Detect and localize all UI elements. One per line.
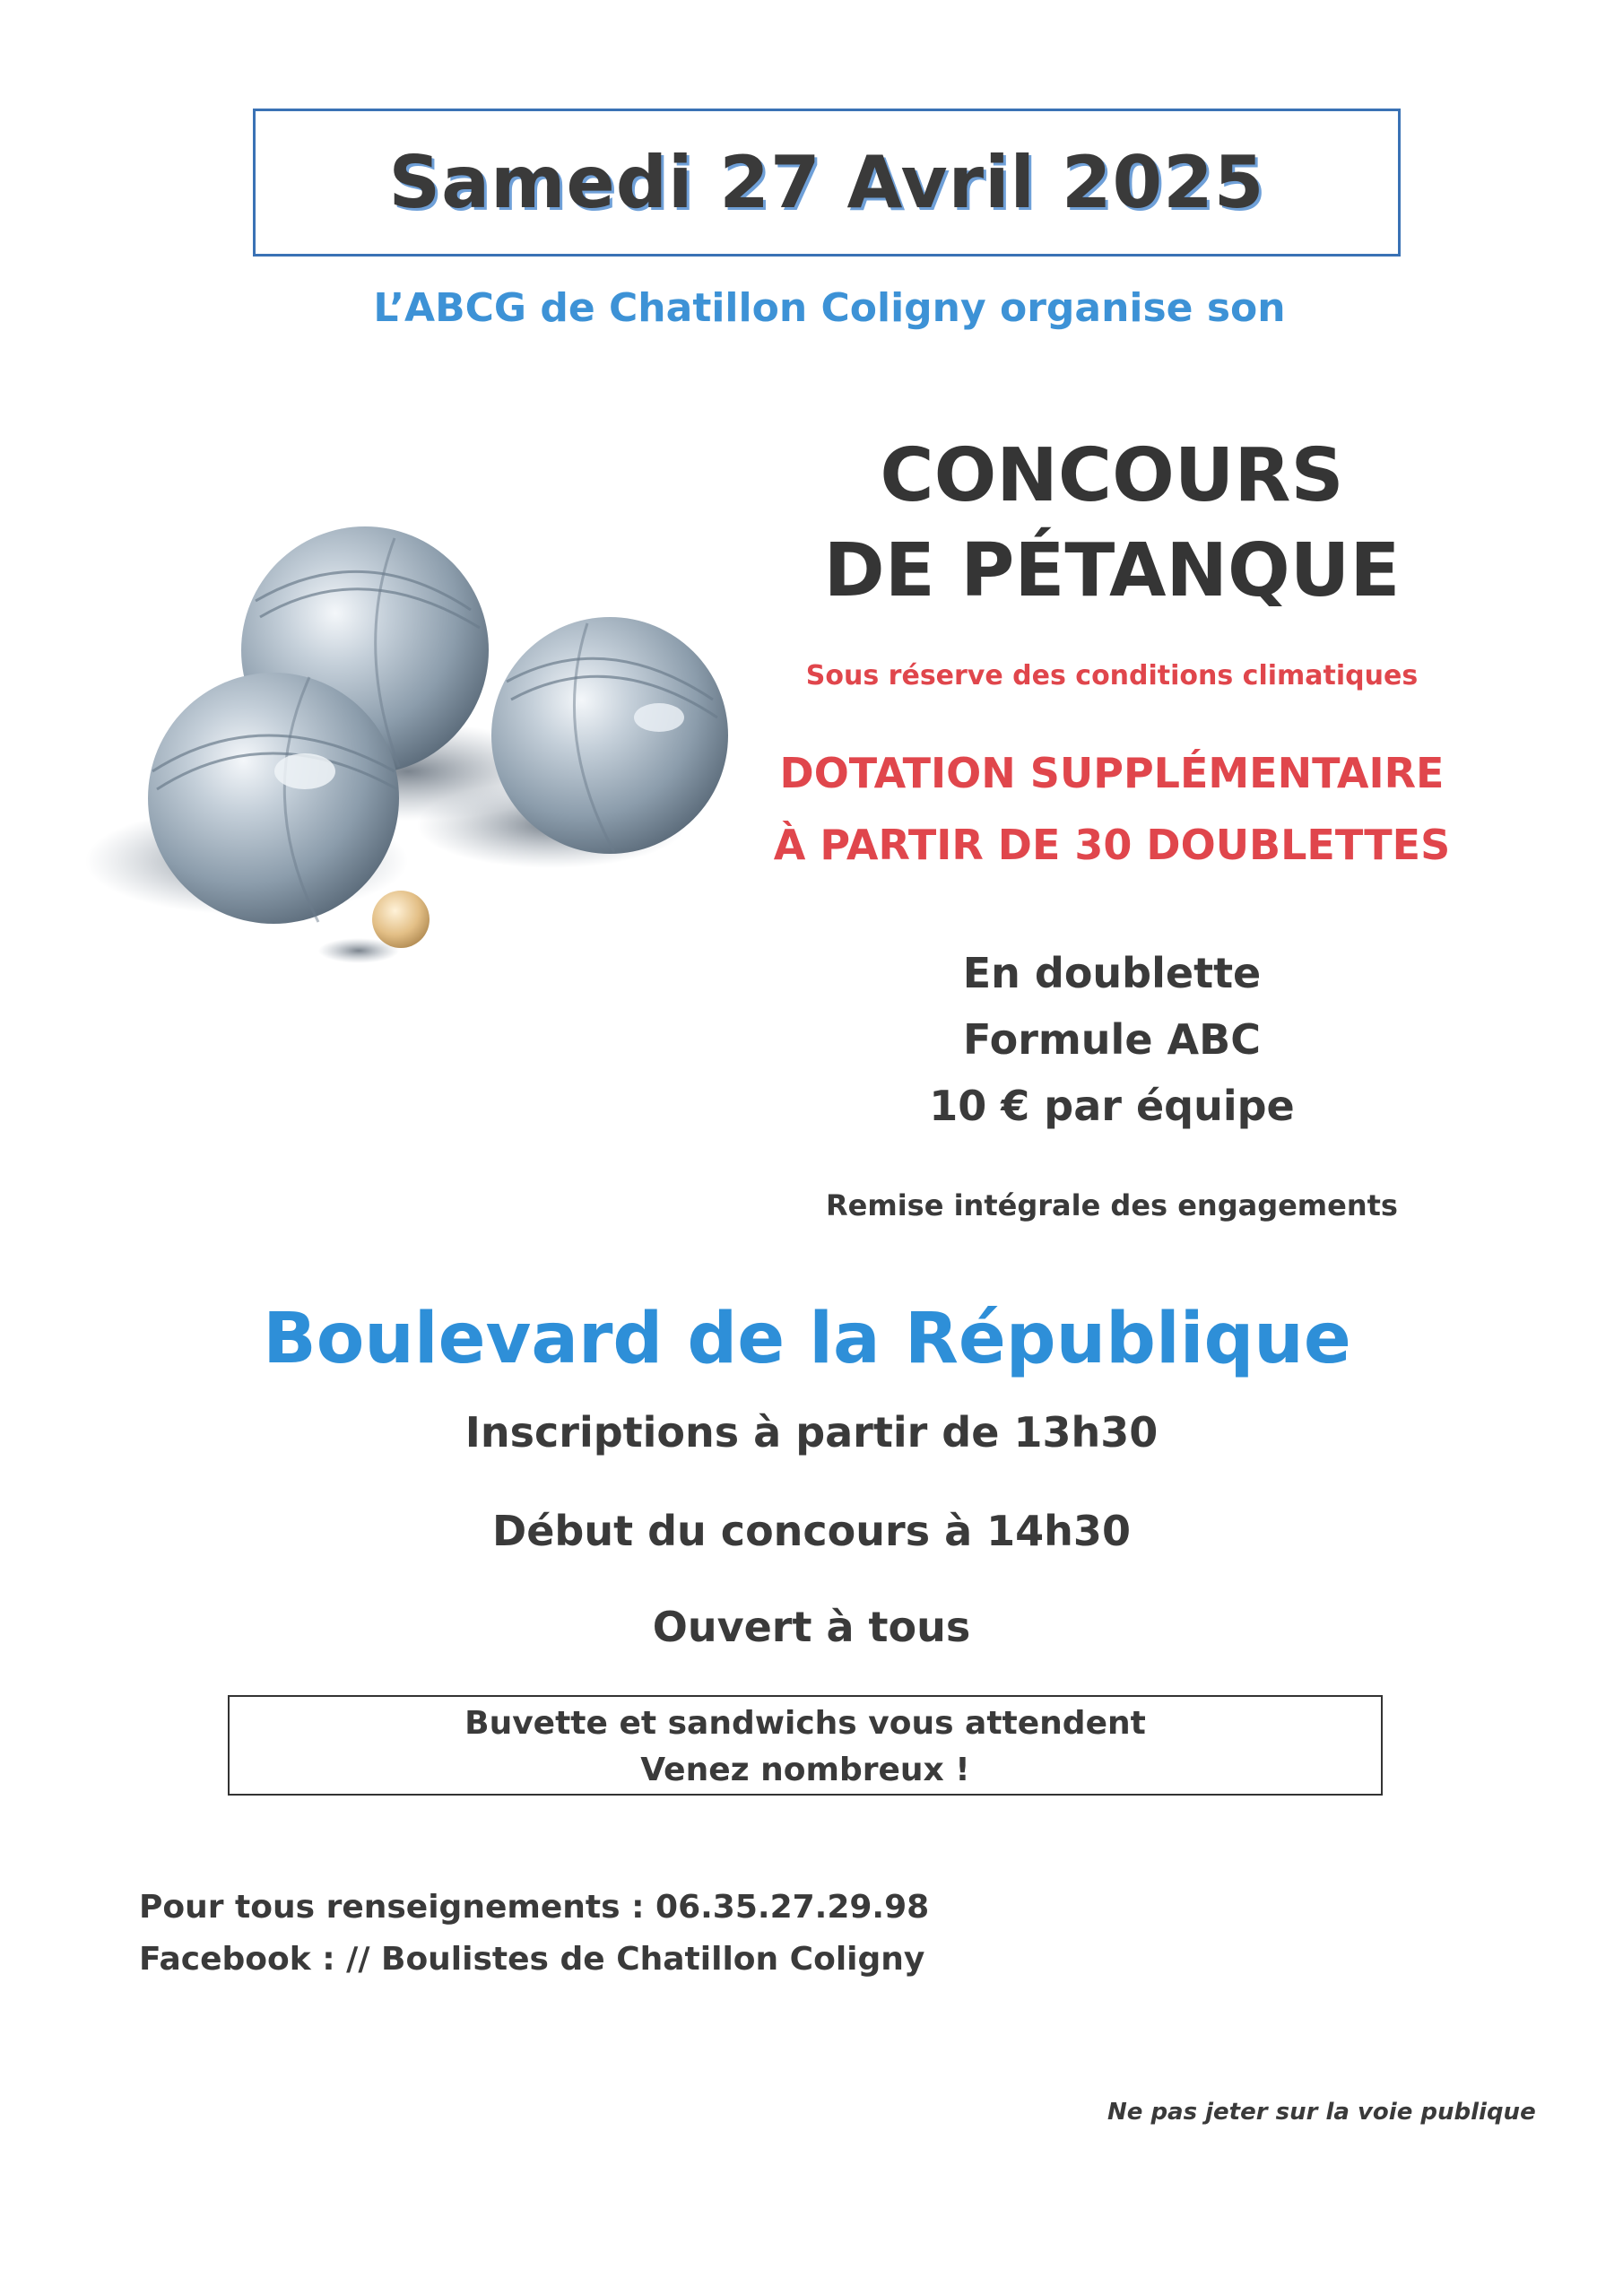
event-title [771,429,1453,619]
date-banner [253,109,1401,257]
event-title-line2: DE PÉTANQUE [823,528,1401,613]
format-doublette: En doublette [962,949,1262,997]
event-title-line1: CONCOURS [880,433,1344,518]
buvette-box [228,1695,1383,1796]
litter-notice: Ne pas jeter sur la voie publique [1107,2099,1536,2126]
organizer-line: L’ABCG de Chatillon Coligny organise son [373,285,1286,331]
contact-phone: Pour tous renseignements : 06.35.27.29.98 [139,1889,930,1926]
remise-note: Remise intégrale des engagements [826,1188,1398,1222]
dotation-line2: À PARTIR DE 30 DOUBLETTES [773,821,1451,869]
jack-ball [372,891,430,948]
contact-facebook: Facebook : // Boulistes de Chatillon Coligny [139,1941,925,1978]
start-time: Début du concours à 14h30 [492,1507,1131,1555]
entry-price: 10 € par équipe [929,1082,1295,1130]
buvette-line2: Venez nombreux ! [640,1752,970,1788]
event-location: Boulevard de la République [263,1299,1351,1379]
dotation-line1: DOTATION SUPPLÉMENTAIRE [779,749,1445,797]
inscriptions-time: Inscriptions à partir de 13h30 [464,1408,1159,1457]
format-formula: Formule ABC [963,1015,1261,1064]
open-to-all: Ouvert à tous [652,1603,971,1651]
boule-right [491,617,728,854]
petanque-boules-illustration [85,502,767,987]
weather-disclaimer: Sous réserve des conditions climatiques [805,660,1419,691]
dotation-notice [771,737,1453,881]
event-date: Samedi 27 Avril 2025 [388,141,1265,224]
boule-front-left [148,673,399,924]
buvette-line1: Buvette et sandwichs vous attendent [464,1705,1146,1742]
